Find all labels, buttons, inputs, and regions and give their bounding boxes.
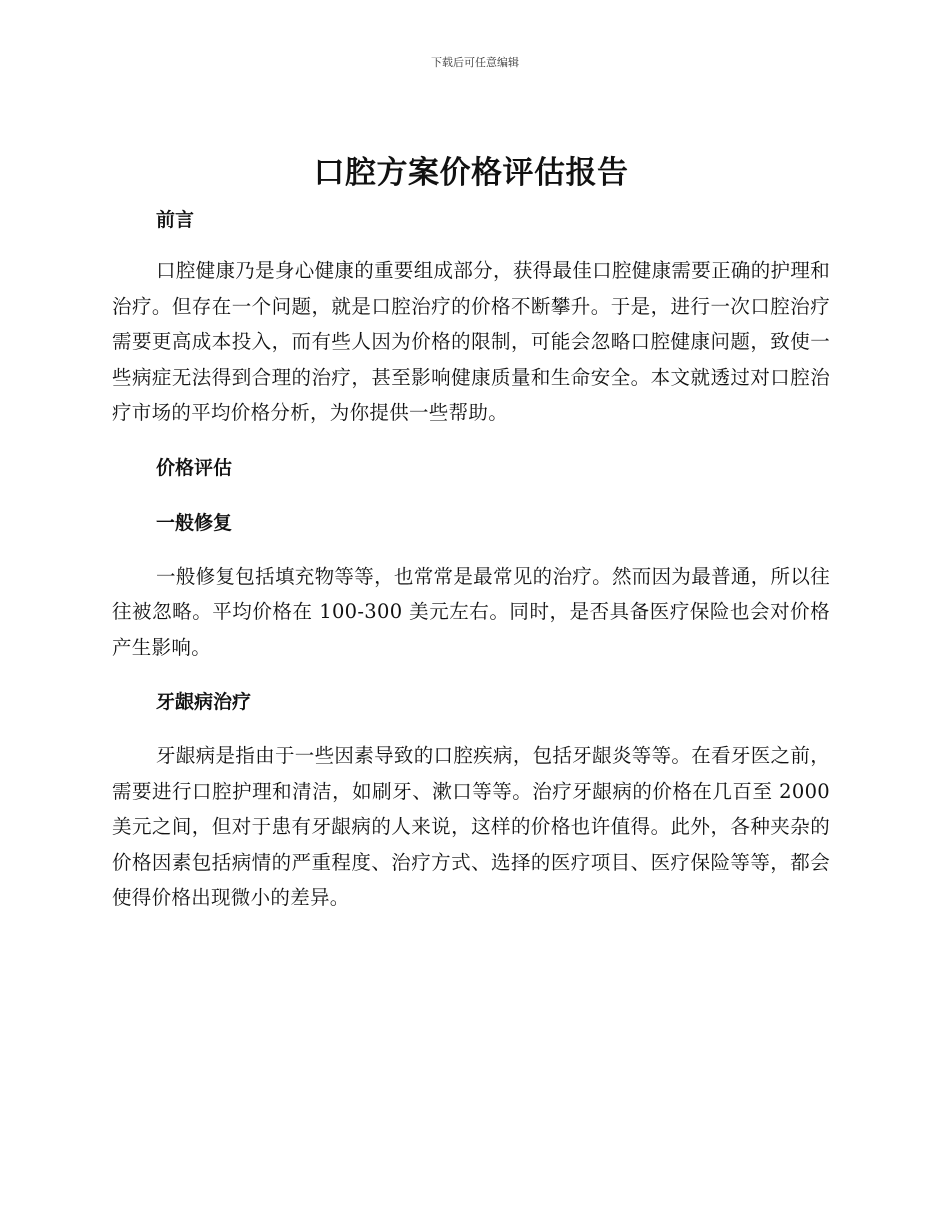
heading-price-evaluation: 价格评估 (156, 456, 233, 479)
paragraph-preface: 口腔健康乃是身心健康的重要组成部分，获得最佳口腔健康需要正确的护理和治疗。但存在一个问题，就是口腔治疗的价格不断攀升。于是，进行一次口腔治疗需要更高成本投入，而有些人因为价格的限制，可能会忽略口腔健康问题，致使一些病症无法得到合理的治疗，甚至影响健康质量和生命安全。本文就透过对口腔治疗市场的平均价格分析，为你提供一些帮助。 (112, 259, 830, 424)
header-note: 下载后可任意编辑 (431, 56, 519, 69)
document-body (112, 150, 830, 916)
document-title: 口腔方案价格评估报告 (313, 155, 629, 191)
heading-gum-disease: 牙龈病治疗 (156, 691, 252, 713)
paragraph-gum-disease: 牙龈病是指由于一些因素导致的口腔疾病，包括牙龈炎等等。在看牙医之前，需要进行口腔护理和清洁，如刷牙、漱口等等。治疗牙龈病的价格在几百至 2000 美元之间，但对于患有牙龈病的人来说，这样的价格也许值得。此外，各种夹杂的价格因素包括病情的严重程度、治疗方式、选择的医疗项目、医疗保险等等，都会使得价格出现微小的差异。 (112, 744, 830, 909)
heading-preface: 前言 (156, 209, 195, 231)
paragraph-general-repair: 一般修复包括填充物等等，也常常是最常见的治疗。然而因为最普通，所以往往被忽略。平均价格在 100-300 美元左右。同时，是否具备医疗保险也会对价格产生影响。 (112, 564, 830, 659)
heading-general-repair: 一般修复 (156, 511, 233, 534)
